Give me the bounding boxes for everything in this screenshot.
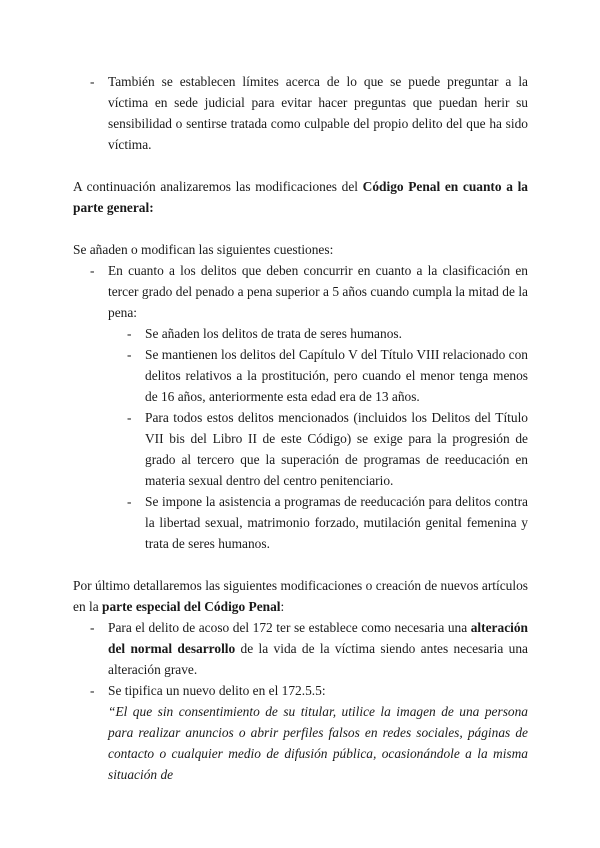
paragraph-text: Por último detallaremos las siguientes modificaciones o creación de nuevos artículos en la bbox=[73, 578, 528, 614]
list-item bbox=[90, 680, 528, 785]
sub-list-item bbox=[127, 491, 528, 554]
list-item bbox=[90, 71, 528, 155]
list-item-text: Se tipifica un nuevo delito en el 172.5.5: bbox=[108, 683, 326, 698]
bullet-dash: - bbox=[127, 410, 132, 425]
list-item-text: Se impone la asistencia a programas de reeducación para delitos contra la libertad sexual, matrimonio forzado, mutilación genital femenina y trata de seres humanos. bbox=[145, 494, 528, 551]
bullet-dash: - bbox=[127, 347, 132, 362]
paragraph-special-intro bbox=[73, 575, 528, 617]
bullet-dash: - bbox=[127, 326, 132, 341]
list-item-text: de la vida de la víctima siendo antes necesaria una alteración grave. bbox=[108, 641, 528, 677]
sub-list-item bbox=[127, 407, 528, 491]
list-item bbox=[90, 260, 528, 323]
list-item-text: Para todos estos delitos mencionados (incluidos los Delitos del Título VII bis del Libro II de este Código) se exige para la progresión de grado al tercero que la superación de programas de reeducación en materia sexual dentro del centro penitenciario. bbox=[145, 410, 528, 488]
legal-quote: “El que sin consentimiento de su titular, utilice la imagen de una persona para realizar anuncios o abrir perfiles falsos en redes sociales, páginas de contacto o cualquier medio de difusión pública, ocasionándole a la misma situación de bbox=[108, 704, 528, 782]
bold-text: parte especial del Código Penal bbox=[102, 599, 281, 614]
sub-list-item bbox=[127, 323, 528, 344]
bullet-dash: - bbox=[90, 263, 95, 278]
sub-list-item bbox=[127, 344, 528, 407]
paragraph-text: Se añaden o modifican las siguientes cuestiones: bbox=[73, 242, 334, 257]
list-item-text: Se añaden los delitos de trata de seres humanos. bbox=[145, 326, 402, 341]
paragraph-text: A continuación analizaremos las modificaciones del bbox=[73, 179, 363, 194]
bullet-dash: - bbox=[90, 74, 95, 89]
list-item-text: También se establecen límites acerca de lo que se puede preguntar a la víctima en sede judicial para evitar hacer preguntas que puedan herir su sensibilidad o sentirse tratada como culpable del propio delito del que ha sido víctima. bbox=[108, 74, 528, 152]
paragraph-text: : bbox=[280, 599, 285, 614]
list-item-text: Para el delito de acoso del 172 ter se establece como necesaria una bbox=[108, 620, 471, 635]
bullet-dash: - bbox=[90, 683, 95, 698]
bold-text: alteración del normal desarrollo bbox=[108, 620, 528, 656]
paragraph-modifications-intro bbox=[73, 239, 528, 260]
list-item bbox=[90, 617, 528, 680]
bullet-dash: - bbox=[90, 620, 95, 635]
list-item-text: Se mantienen los delitos del Capítulo V del Título VIII relacionado con delitos relativos a la prostitución, pero cuando el menor tenga menos de 16 años, anteriormente esta edad era de 13 años. bbox=[145, 347, 528, 404]
paragraph-general-intro bbox=[73, 176, 528, 218]
bullet-dash: - bbox=[127, 494, 132, 509]
bold-text: Código Penal en cuanto a la parte general: bbox=[73, 179, 528, 215]
list-item-text: En cuanto a los delitos que deben concurrir en cuanto a la clasificación en tercer grado del penado a pena superior a 5 años cuando cumpla la mitad de la pena: bbox=[108, 263, 528, 320]
